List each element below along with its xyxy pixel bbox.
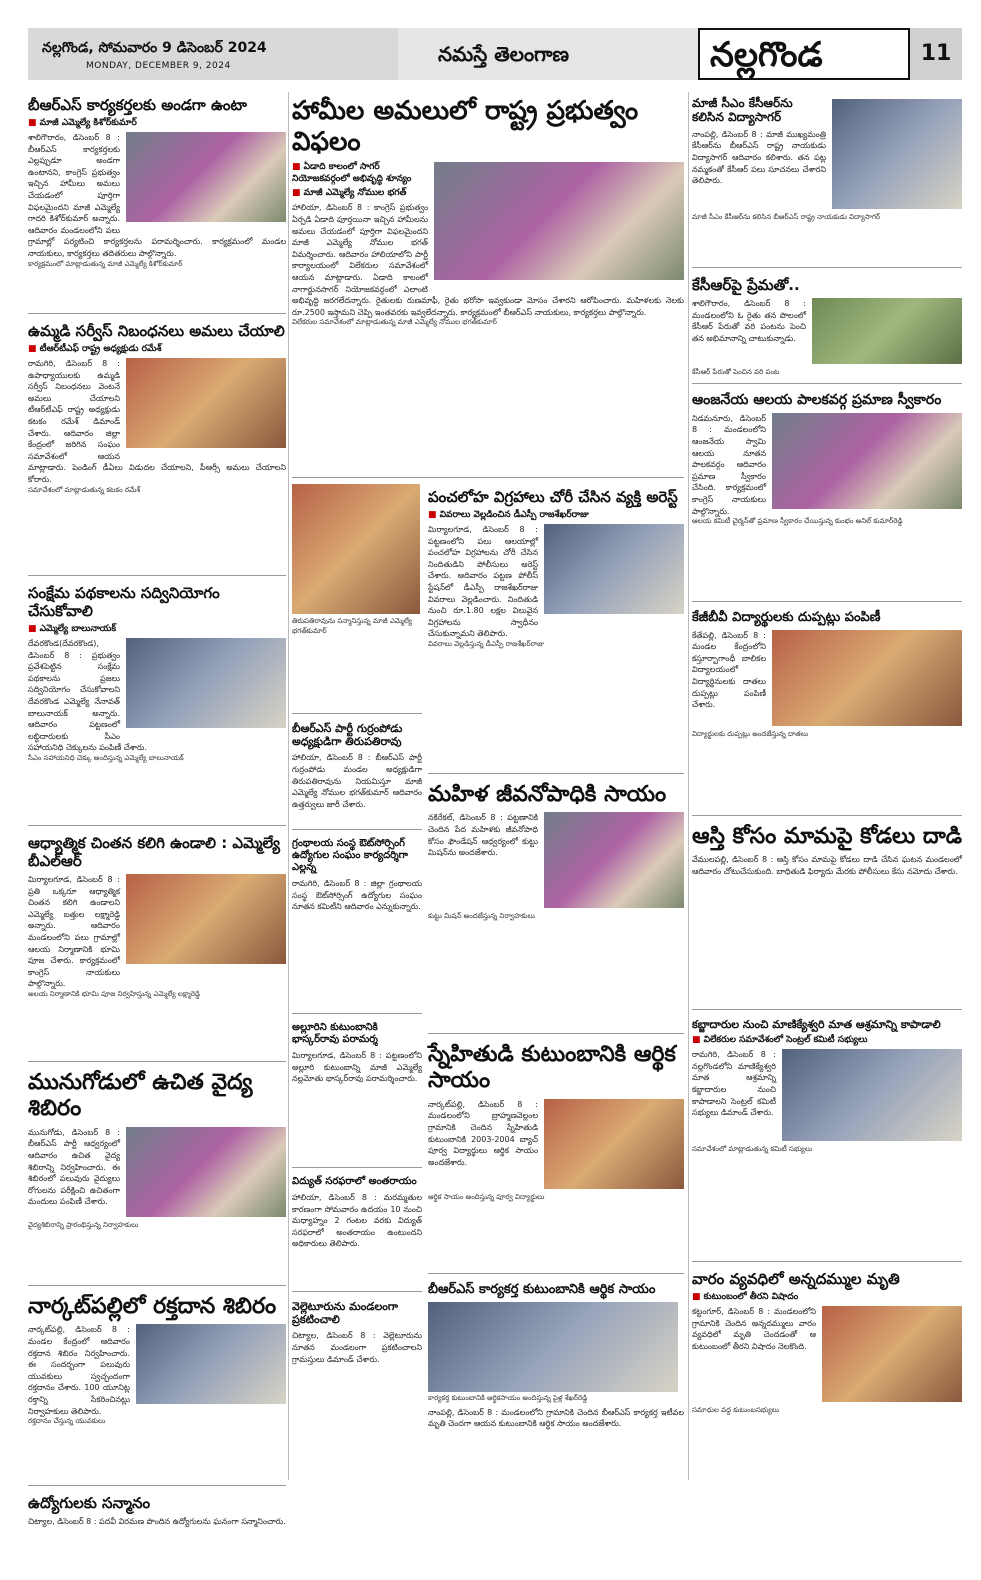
story-body: నకిరేకల్, డిసెంబర్ 8 : పట్టణానికి చెందిన పేద మహిళకు జీవనోపాధి కోసం ఫౌండేషన్ ఆధ్వర్యంలో కుట్టు మిషన్‌ను అందజేశారు. [428, 813, 538, 858]
story-photo [772, 630, 962, 726]
masthead-paper-box [398, 28, 698, 80]
story-headline: ఉమ్మడి సర్వీస్ నిబంధనలు అమలు చేయాలి [28, 322, 285, 340]
story-body: చిట్యాల, డిసెంబర్ 8 : వెల్లెటూరును నూతన మండలంగా ప్రకటించాలని గ్రామస్తులు డిమాండ్ చేశారు. [292, 1331, 422, 1364]
story [28, 1290, 286, 1486]
story-headline: కేసీఆర్‌పై ప్రేమతో.. [692, 276, 800, 294]
column-divider [288, 92, 289, 1480]
story-caption: ఆలయ కమిటీ చైర్మన్‌తో ప్రమాణ స్వీకారం చేయిస్తున్న కుంభం అనిల్ కుమార్‌రెడ్డి [692, 517, 903, 526]
story-body: రామగిరి, డిసెంబర్ 8 : జిల్లా గ్రంథాలయ సంస్థ ఔట్‌సోర్సింగ్ ఉద్యోగుల సంఘం నూతన కమిటీని ఆదివారం ఎన్నుకున్నారు. [292, 879, 422, 912]
story [292, 484, 422, 714]
story-headline: అల్లూరిని కుటుంబానికి భాస్కర్‌రావు పరామర్శ [292, 1022, 378, 1045]
story-caption: వైద్యశిబిరాన్ని ప్రారంభిస్తున్న నిర్వాహకులు [28, 1220, 139, 1229]
story-caption: సమావేశంలో మాట్లాడుతున్న కటకం రమేశ్ [28, 485, 141, 494]
story [428, 484, 684, 774]
story-body: రామగిరి, డిసెంబర్ 8 : నల్లగొండలోని మాణిక్యేశ్వరి మాత ఆశ్రమాన్ని కబ్జాదారుల నుంచి కాపాడాలని సెంట్రల్ కమిటీ సభ్యులు డిమాండ్ చేశారు. [692, 1050, 776, 1118]
story-body: మిర్యాలగూడ, డిసెంబర్ 8 : పట్టణంలోని పలు ఆలయాల్లో పంచలోహ విగ్రహాలను చోరీ చేసిన నిందితుడిని పోలీసులు అరెస్ట్ చేశారు. ఆదివారం పట్టణ పోలీస్ స్టేషన్‌లో డీఎస్పీ రాజశేఖర్‌రాజు వివరాలు వెల్లడించారు. నిందితుడి నుంచి రూ.1.80 లక్షల విలువైన విగ్రహాలను స్వాధీనం చేసుకున్నామని తెలిపారు. [428, 525, 538, 639]
story-photo [782, 1049, 962, 1141]
story-body: నాంపల్లి, డిసెంబర్ 8 : మాజీ ముఖ్యమంత్రి కేసీఆర్‌ను బీఆర్ఎస్ రాష్ట్ర నాయకుడు విద్యాసాగర్ ఆదివారం కలిశారు. తన పట్ల నమ్మకంతో కేసీఆర్ పలు సూచనలు చేశారని తెలిపారు. [692, 129, 826, 186]
story [28, 1490, 286, 1580]
story-photo [812, 298, 962, 364]
story-body: శాలిగౌరారం, డిసెంబర్ 8 : బీఆర్ఎస్ కార్యకర్తలకు ఎల్లప్పుడూ అండగా ఉంటానని, కాంగ్రెస్ ప్రభుత్వం ఇచ్చిన హామీలు అమలు చేయడంలో పూర్తిగా విఫలమైందని మాజీ ఎమ్మెల్యే గాదరి కిశోర్‌కుమార్ అన్నారు. ఆదివారం మండలంలోని పలు గ్రామాల్లో పర్యటించి కార్యకర్తలను పరామర్శించారు. కార్యక్రమంలో మండల నాయకులు, కార్యకర్తలు తదితరులు పాల్గొన్నారు. [28, 133, 286, 258]
story-photo [544, 812, 684, 908]
story-body: మిర్యాలగూడ, డిసెంబర్ 8 : ప్రతి ఒక్కరూ ఆధ్యాత్మిక చింతన కలిగి ఉండాలని ఎమ్మెల్యే బత్తుల లక్ష్మారెడ్డి అన్నారు. ఆదివారం మండలంలోని పలు గ్రామాల్లో ఆలయ నిర్మాణానికి భూమి పూజ చేశారు. కార్యక్రమంలో కాంగ్రెస్ నాయకులు పాల్గొన్నారు. [28, 875, 120, 989]
story-body: నార్కట్‌పల్లి, డిసెంబర్ 8 : మండలంలోని బ్రాహ్మణవెల్లంల గ్రామానికి చెందిన స్నేహితుడి కుటుంబానికి 2003-2004 బ్యాచ్ పూర్వ విద్యార్థులు ఆర్థిక సాయం అందజేశారు. [428, 1099, 538, 1167]
story-headline: కబ్జాదారుల నుంచి మాణిక్యేశ్వరి మాత ఆశ్రమాన్ని కాపాడాలి [692, 1018, 941, 1031]
story-caption: ఆర్థిక సాయం అందిస్తున్న పూర్వ విద్యార్థులు [428, 1192, 545, 1201]
story-photo [428, 1302, 678, 1392]
story-body: మిర్యాలగూడ, డిసెంబర్ 8 : పట్టణంలోని అల్లూరి కుటుంబాన్ని మాజీ ఎమ్మెల్యే నల్లమోతు భాస్కర్‌రావు పరామర్శించారు. [292, 1051, 422, 1084]
story [28, 830, 286, 1062]
story-caption: సీఎం సహాయనిధి చెక్కు అందిస్తున్న ఎమ్మెల్యే బాలునాయక్ [28, 753, 184, 762]
story-body: నిడమనూరు, డిసెంబర్ 8 : మండలంలోని ఆంజనేయ స్వామి ఆలయ నూతన పాలకవర్గం ఆదివారం ప్రమాణ స్వీకారం చేసింది. కార్యక్రమంలో కాంగ్రెస్ నాయకులు పాల్గొన్నారు. [692, 413, 766, 516]
story-caption: కుట్టు మిషన్ అందజేస్తున్న నిర్వాహకులు [428, 912, 535, 921]
paper-name: నమస్తే తెలంగాణ [438, 42, 570, 66]
story-headline: బీఆర్ఎస్ కార్యకర్తలకు అండగా ఉంటా [28, 96, 247, 114]
story-headline: విద్యుత్ సరఫరాలో అంతరాయం [292, 1176, 417, 1187]
story-photo [126, 132, 286, 222]
story-headline: మాజీ సీఎం కేసీఆర్‌ను కలిసిన విద్యాసాగర్ [692, 96, 793, 125]
story-photo [126, 358, 286, 448]
story-headline: వెల్లెటూరును మండలంగా ప్రకటించాలి [292, 1300, 399, 1327]
story [28, 92, 286, 314]
story-photo [126, 1127, 286, 1217]
story-body: శాలిగౌరారం, డిసెంబర్ 8 : మండలంలోని ఓ రైతు తన పొలంలో కేసీఆర్ పేరుతో వరి పంటను పెంచి తన అభిమానాన్ని చాటుకున్నాడు. [692, 299, 806, 343]
story-photo [544, 524, 684, 614]
column-right [692, 92, 962, 1480]
story [28, 318, 286, 576]
middle-subcolumn-right [428, 484, 684, 1480]
story-photo [544, 1099, 684, 1189]
story-headline: సంక్షేమ పథకాలను సద్వినియోగం చేసుకోవాలి [28, 584, 220, 620]
story [428, 1038, 684, 1274]
story-headline: కేజీబీవీ విద్యార్థులకు దుప్పట్లు పంపిణీ [692, 610, 881, 625]
story-body: నార్కట్‌పల్లి, డిసెంబర్ 8 : మండల కేంద్రంలో ఆదివారం రక్తదాన శిబిరం నిర్వహించారు. ఈ సందర్భంగా పలువురు యువకులు స్వచ్ఛందంగా రక్తదానం చేశారు. 100 యూనిట్ల రక్తాన్ని సేకరించినట్లు నిర్వాహకులు తెలిపారు. [28, 1325, 130, 1416]
story [292, 718, 422, 830]
story-caption: కార్యకర్త కుటుంబానికి ఆర్థికసాయం అందిస్తున్న పైళ్ల శేఖర్‌రెడ్డి [428, 1393, 588, 1402]
story-headline: పంచలోహ విగ్రహాలు చోరీ చేసిన వ్యక్తి అరెస్ట్ [428, 488, 678, 506]
story-body: కట్టంగూర్, డిసెంబర్ 8 : మండలంలోని గ్రామానికి చెందిన అన్నదమ్ములు వారం వ్యవధిలో మృతి చెందడంతో ఆ కుటుంబంలో తీరని విషాదం నెలకొంది. [692, 1307, 816, 1351]
story [692, 272, 962, 384]
story-headline: ఆంజనేయ ఆలయ పాలకవర్గ ప్రమాణ స్వీకారం [692, 392, 942, 408]
story-caption: వివరాలు వెల్లడిస్తున్న డీఎస్పీ రాజశేఖర్‌రాజు [428, 639, 544, 648]
story-caption: మాజీ సీఎం కేసీఆర్‌ను కలిసిన బీఆర్ఎస్ రాష్ట్ర నాయకుడు విద్యాసాగర్ [692, 212, 881, 221]
story-caption: తిరుపతిరావును సన్మానిస్తున్న మాజీ ఎమ్మెల్యే భగత్‌కుమార్ [292, 617, 413, 635]
edition-name: నల్లగొండ [710, 35, 823, 75]
story-body: కేతేపల్లి, డిసెంబర్ 8 : మండల కేంద్రంలోని కస్తూర్బాగాంధీ బాలికల విద్యాలయంలో విద్యార్థినులకు దాతలు దుప్పట్లు పంపిణీ చేశారు. [692, 630, 766, 710]
story-headline: ఉద్యోగులకు సన్మానం [28, 1494, 151, 1512]
story-headline: మునుగోడులో ఉచిత వైద్య శిబిరం [28, 1070, 253, 1122]
story-body: చిట్యాల, డిసెంబర్ 8 : పదవీ విరమణ పొందిన ఉద్యోగులను ఘనంగా సన్మానించారు. [28, 1517, 286, 1526]
column-divider [688, 92, 689, 1480]
story-photo [126, 638, 286, 728]
story [292, 1018, 422, 1168]
story-caption: సమావేశంలో మాట్లాడుతున్న కమిటీ సభ్యులు [692, 1145, 813, 1154]
story-headline: నార్కట్‌పల్లిలో రక్తదాన శిబిరం [28, 1294, 277, 1319]
story-body: వేములపల్లి, డిసెంబర్ 8 : ఆస్తి కోసం మామపై కోడలు దాడి చేసిన ఘటన మండలంలో ఆదివారం చోటుచేసుకుంది. బాధితుడి ఫిర్యాదు మేరకు పోలీసులు కేసు నమోదు చేశారు. [692, 855, 962, 876]
story-body: రామగిరి, డిసెంబర్ 8 : ఉపాధ్యాయులకు ఉమ్మడి సర్వీస్ నిబంధనలు వెంటనే అమలు చేయాలని టీఆర్‌టీఎఫ్ రాష్ట్ర అధ్యక్షుడు కటకం రమేశ్ డిమాండ్ చేశారు. ఆదివారం జిల్లా కేంద్రంలో జరిగిన సంఘం సమావేశంలో ఆయన మాట్లాడారు. పెండింగ్ డీఏలు విడుదల చేయాలని, పీఆర్సీ అమలు చేయాలని కోరారు. [28, 359, 286, 484]
story [428, 1278, 684, 1472]
story-headline: బీఆర్ఎస్ కార్యకర్త కుటుంబానికి ఆర్థిక సాయం [428, 1282, 656, 1297]
story-body: హాలియా, డిసెంబర్ 8 : మరమ్మతుల కారణంగా సోమవారం ఉదయం 10 నుంచి మధ్యాహ్నం 2 గంటల వరకు విద్యుత్ సరఫరాలో అంతరాయం ఉంటుందని అధికారులు తెలిపారు. [292, 1193, 422, 1249]
lead-body: హాలియా, డిసెంబర్ 8 : కాంగ్రెస్ ప్రభుత్వం ఏర్పడి ఏడాది పూర్తయినా ఇచ్చిన హామీలను అమలు చేయడంలో పూర్తిగా విఫలమైందని మాజీ ఎమ్మెల్యే నోముల భగత్ విమర్శించారు. ఆదివారం హాలియాలోని పార్టీ కార్యాలయంలో విలేకరుల సమావేశంలో ఆయన మాట్లాడారు. ఏడాది కాలంలో నాగార్జునసాగర్ నియోజకవర్గంలో ఎలాంటి అభివృద్ధి జరగలేదన్నారు. రైతులకు రుణమాఫీ, రైతు భరోసా ఇవ్వకుండా మోసం చేశారని ఆరోపించారు. మహిళలకు నెలకు రూ.2500 ఇస్తామని చెప్పి ఇంతవరకు ఇవ్వలేదన్నారు. కార్యక్రమంలో బీఆర్ఎస్ నాయకులు, కార్యకర్తలు పాల్గొన్నారు. [292, 203, 684, 317]
column-left [28, 92, 286, 1526]
story [692, 820, 962, 1010]
story-caption: అలయ నిర్మాణానికి భూమి పూజ నిర్వహిస్తున్న ఎమ్మెల్యే లక్ష్మారెడ్డి [28, 989, 201, 998]
masthead [0, 0, 981, 80]
story [292, 1172, 422, 1292]
masthead-edition-box [698, 28, 910, 80]
middle-subcolumn-left [292, 484, 422, 1480]
story [28, 1066, 286, 1286]
lead-photo [434, 162, 684, 280]
date-telugu: నల్లగొండ, సోమవారం 9 డిసెంబర్ 2024 [42, 40, 267, 56]
story-byline: ■ వివరాలు వెల్లడించిన డీఎస్పీ రాజశేఖర్‌రాజు [428, 510, 684, 522]
story-body: నాంపల్లి, డిసెంబర్ 8 : మండలంలోని గ్రామానికి చెందిన బీఆర్ఎస్ కార్యకర్త ఇటీవల మృతి చెందగా ఆయన కుటుంబానికి ఆర్థిక సాయం అందజేశారు. [428, 1407, 684, 1429]
story-caption: సమాధుల వద్ద కుటుంబసభ్యులు [692, 1406, 780, 1414]
story-byline: ■ ఎమ్మెల్యే బాలునాయక్ [28, 624, 286, 636]
lead-story [292, 92, 684, 478]
story-caption: రక్తదానం చేస్తున్న యువకులు [28, 1417, 106, 1426]
lead-headline: హామీల అమలులో రాష్ట్ర ప్రభుత్వం విఫలం [292, 96, 639, 158]
story-caption: విద్యార్థులకు దుప్పట్లు అందజేస్తున్న దాతలు [692, 729, 809, 738]
story-headline: స్నేహితుడి కుటుంబానికి ఆర్థిక సాయం [428, 1042, 676, 1094]
story [292, 1296, 422, 1472]
story-body: మునుగోడు, డిసెంబర్ 8 : బీఆర్ఎస్ పార్టీ ఆధ్వర్యంలో ఆదివారం ఉచిత వైద్య శిబిరాన్ని నిర్వహించారు. ఈ శిబిరంలో పలువురు వైద్యులు రోగులను పరీక్షించి ఉచితంగా మందులు పంపిణీ చేశారు. [28, 1127, 120, 1207]
page-number: 11 [910, 28, 962, 80]
story-photo [126, 874, 286, 964]
story-byline: ■ కుటుంబంలో తీరని విషాదం [692, 1292, 962, 1304]
story-body: హాలియా, డిసెంబర్ 8 : బీఆర్ఎస్ పార్టీ గుర్రంపోడు మండల అధ్యక్షుడిగా తిరుపతిరావును నియమిస్తూ మాజీ ఎమ్మెల్యే నోముల భగత్‌కుమార్ ఆదివారం ఉత్తర్వులు జారీ చేశారు. [292, 753, 422, 809]
story-byline: ■ మాజీ ఎమ్మెల్యే కిశోర్‌కుమార్ [28, 118, 286, 130]
story-caption: కార్యక్రమంలో మాట్లాడుతున్న మాజీ ఎమ్మెల్యే కిశోర్‌కుమార్ [28, 259, 183, 268]
story [292, 834, 422, 1014]
story-headline: ఆధ్యాత్మిక చింతన కలిగి ఉండాలి : ఎమ్మెల్యే బీఎల్ఆర్ [28, 834, 280, 870]
story-byline: ■ టీఆర్‌టీఎఫ్ రాష్ట్ర అధ్యక్షుడు రమేశ్ [28, 344, 286, 356]
story-photo [772, 413, 962, 509]
lead-byline-2: ■ మాజీ ఎమ్మెల్యే నోముల భగత్ [292, 188, 684, 200]
story-photo [822, 1306, 962, 1402]
story-headline: గ్రంథాలయ సంస్థ ఔట్‌సోర్సింగ్ ఉద్యోగుల సంఘం కార్యదర్శిగా ఎల్లన్న [292, 838, 408, 873]
lead-caption: విలేకరుల సమావేశంలో మాట్లాడుతున్న మాజీ ఎమ్మెల్యే నోముల భగత్‌కుమార్ [292, 318, 497, 327]
story-photo [832, 99, 962, 209]
story [28, 580, 286, 826]
story-byline: ■ విలేకరుల సమావేశంలో సెంట్రల్ కమిటీ సభ్యులు [692, 1035, 962, 1047]
column-middle [292, 92, 684, 1480]
story-headline: మహిళ జీవనోపాధికి సాయం [428, 782, 667, 807]
lead-byline: ■ ఏడాది కాలంలో సాగర్ నియోజకవర్గంలో అభివృద్ధి శూన్యం [292, 162, 684, 186]
story [692, 388, 962, 602]
story [692, 1014, 962, 1262]
story [428, 778, 684, 1034]
story-body: దేవరకొండ(దేవరకొండ), డిసెంబర్ 8 : ప్రభుత్వం ప్రవేశపెట్టిన సంక్షేమ పథకాలను ప్రజలు సద్వినియోగం చేసుకోవాలని దేవరకొండ ఎమ్మెల్యే నేనావత్ బాలునాయక్ అన్నారు. ఆదివారం పట్టణంలో లబ్ధిదారులకు సీఎం సహాయనిధి చెక్కులను పంపిణీ చేశారు. [28, 639, 147, 753]
story [692, 1266, 962, 1480]
date-english: MONDAY, DECEMBER 9, 2024 [86, 61, 231, 71]
story-caption: కేసీఆర్ పేరుతో పెంచిన వరి పంట [692, 368, 780, 376]
story-headline: వారం వ్యవధిలో అన్నదమ్ముల మృతి [692, 1270, 900, 1288]
story-photo [292, 484, 420, 614]
story-photo [136, 1324, 286, 1404]
story-headline: బీఆర్ఎస్ పార్టీ గుర్రంపోడు అధ్యక్షుడిగా తిరుపతిరావు [292, 722, 403, 749]
story-headline: ఆస్తి కోసం మామపై కోడలు దాడి [692, 824, 962, 849]
story [692, 92, 962, 268]
masthead-date-box [28, 28, 398, 80]
story [692, 606, 962, 816]
